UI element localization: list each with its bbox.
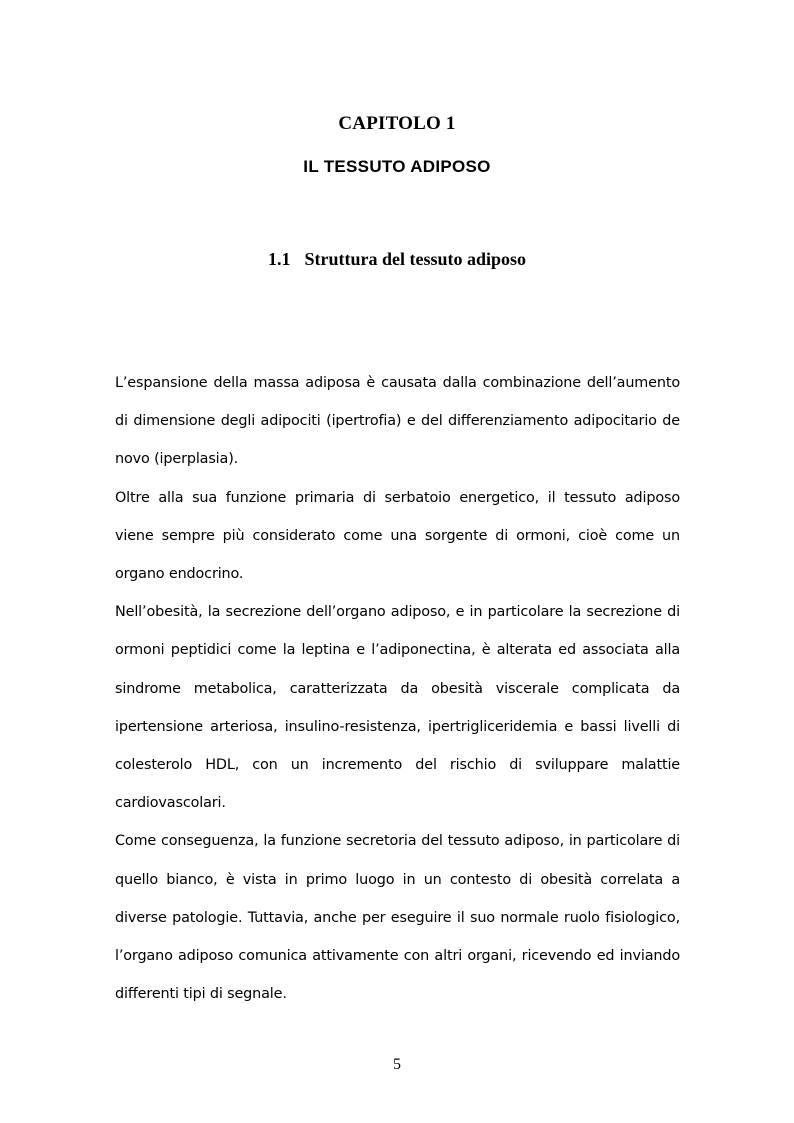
chapter-title: IL TESSUTO ADIPOSO [303, 157, 491, 176]
section-number: 1.1 [267, 249, 291, 269]
paragraph: L’espansione della massa adiposa è causata dalla combinazione dell’aumento di dimensione degli adipociti (ipertrofia) e del differenziamento adipocitario de novo (iperplasia). [115, 375, 680, 468]
paragraph: Come conseguenza, la funzione secretoria del tessuto adiposo, in particolare di quello bianco, è vista in primo luogo in un contesto di obesità correlata a diverse patologie. Tuttavia, anche per eseguire il suo normale ruolo fisiologico, l’organo adiposo comunica attivamente con altri organi, ricevendo ed inviando differenti tipi di segnale. [115, 833, 680, 1003]
body-text [115, 364, 680, 1013]
section-heading [0, 249, 794, 270]
section-title: Struttura del tessuto adiposo [304, 249, 527, 269]
page-number: 5 [393, 1056, 401, 1073]
paragraph: Nell’obesità, la secrezione dell’organo adiposo, e in particolare la secrezione di ormoni peptidici come la leptina e l’adiponectina, è alterata ed associata alla sindrome metabolica, caratterizzata da obesità viscerale complicata da ipertensione arteriosa, insulino-resistenza, ipertrigliceridemia e bassi livelli di colesterolo HDL, con un incremento del rischio di sviluppare malattie cardiovascolari. [115, 604, 680, 812]
paragraph: Oltre alla sua funzione primaria di serbatoio energetico, il tessuto adiposo viene sempre più considerato come una sorgente di ormoni, cioè come un organo endocrino. [115, 489, 680, 583]
chapter-label: CAPITOLO 1 [338, 113, 456, 134]
